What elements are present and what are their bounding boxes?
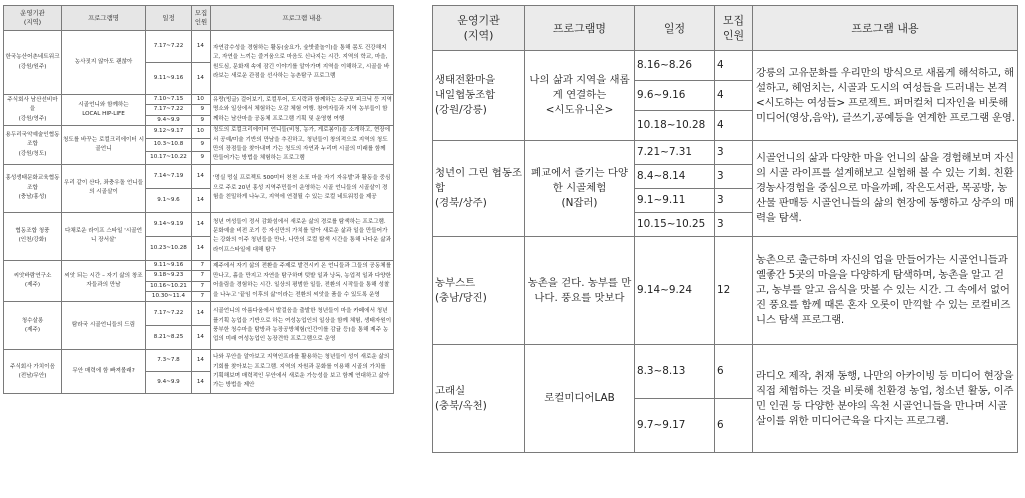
schedule-cell: 9.1~9.11	[635, 189, 715, 213]
capacity-cell: 14	[192, 372, 211, 394]
schedule-cell: 9.14~9.19	[146, 212, 192, 236]
program-name-cell: 다채로운 라이프 스타일 '시골언니 장서살'	[62, 212, 146, 260]
capacity-cell: 4	[715, 111, 753, 141]
program-name-cell: 시골언니와 함께하는 LOCAL HIP-LIFE	[62, 95, 146, 126]
capacity-cell: 7	[192, 281, 211, 291]
capacity-cell: 9	[192, 105, 211, 115]
org-cell: 청수살롱 (제주)	[4, 302, 62, 350]
schedule-cell: 9.1~9.6	[146, 188, 192, 212]
program-name-cell: 폐교에서 즐기는 다양한 시골체험 (N잡러)	[525, 141, 635, 237]
table-row	[4, 212, 394, 236]
schedule-cell: 7.21~7.31	[635, 141, 715, 165]
capacity-cell: 3	[715, 189, 753, 213]
content-cell: 농촌으로 출근하며 자신의 업을 만들어가는 시골언니들과 옐좋간 5곳의 마을을 다양하게 탐색하며, 농촌을 알고 걷고, 농부를 알고 음식을 맛볼 수 있는 시간. 그 속에서 없어진 풍요를 함께 때론 혼자 오롯이 만끽할 수 있는 로컬비즈니스 탐색 프로그램.	[753, 237, 1018, 345]
capacity-cell: 3	[715, 141, 753, 165]
program-table-right	[432, 5, 1018, 453]
header-content: 프로그램 내용	[211, 6, 394, 31]
org-cell: 청년이 그린 협동조합 (경북/상주)	[433, 141, 525, 237]
capacity-cell: 3	[715, 213, 753, 237]
capacity-cell: 14	[192, 188, 211, 212]
capacity-cell: 14	[192, 63, 211, 95]
schedule-cell: 10.16~10.21	[146, 281, 192, 291]
program-name-cell: 로컬미디어LAB	[525, 345, 635, 453]
capacity-cell: 4	[715, 51, 753, 81]
org-cell: 씨앗바람연구소 (제주)	[4, 260, 62, 302]
schedule-cell: 9.6~9.16	[635, 81, 715, 111]
capacity-cell: 7	[192, 292, 211, 302]
capacity-cell: 6	[715, 399, 753, 453]
capacity-cell: 14	[192, 212, 211, 236]
org-cell: 용두리국악예술인협동조합 (강원/청도)	[4, 126, 62, 165]
content-cell: 제주에서 자기 삶의 전환을 주제로 발견시키 온 언니들과 그들의 공동체를 만나고, 흙을 만지고 자연을 탐구하며 텃밭 일과 낭독, 농업적 일과 다양한 어울림을 경험하는 시간. 일상의 평범한 일들, 전환의 시작들을 통해 성찰을 나누고 '끝임 이후의 삶'이라는 전환의 씨앗을 품을 수 있도록 운영	[211, 260, 394, 302]
capacity-cell: 6	[715, 345, 753, 399]
table-row	[4, 260, 394, 270]
header-program: 프로그램명	[525, 6, 635, 51]
schedule-cell: 9.4~9.9	[146, 115, 192, 125]
org-cell: 고래실 (충북/옥천)	[433, 345, 525, 453]
schedule-cell: 10.23~10.28	[146, 236, 192, 260]
table-row	[4, 95, 394, 105]
capacity-cell: 9	[192, 115, 211, 125]
header-content: 프로그램 내용	[753, 6, 1018, 51]
org-cell: 홍성생태문화교육협동조합 (충남/홍성)	[4, 164, 62, 212]
schedule-cell: 10.3~10.8	[146, 139, 192, 152]
table-row	[4, 164, 394, 188]
capacity-cell: 14	[192, 31, 211, 63]
org-cell: 생태전환마을 내일협동조합 (강원/강릉)	[433, 51, 525, 141]
org-cell: 주식회사 남산선비마을 (강원/영주)	[4, 95, 62, 126]
content-cell: 시골언니의 아름다움에서 발걸음을 출발한 청년들이 마을 카페에서 청년플기획 농업을 기반으로 하는 여성농업인의 일상을 함께 체험, 생태자원이 풍부한 청수마을 탐방과 농장공방체험(인간이를 감귤 등)을 통해 제주 농업의 미래 여성농업인 농장견학 프로그램으로 운영	[211, 302, 394, 350]
org-cell: 주식회사 가치이음 (전남/무안)	[4, 350, 62, 394]
capacity-cell: 7	[192, 260, 211, 270]
header-capacity: 모집 인원	[715, 6, 753, 51]
schedule-cell: 9.11~9.16	[146, 260, 192, 270]
table-row	[4, 302, 394, 326]
content-cell: 라디오 제작, 취재 동행, 나만의 아카이빙 등 미디어 현장을 직접 체험하는 것을 비롯해 친환경 농업, 청소년 활동, 이주민 인권 등 다양한 분야의 옥천 시골언니들을 만나며 시골살이를 위한 미디어근육을 다지는 프로그램.	[753, 345, 1018, 453]
content-cell: 유랑(빙글) 걸어보기, 로컬투어, 도시락과 함께하는 소규모 피크닉 등 지역 명소와 일상에서 체험하는 오감 체험 여행. 참여자들과 지역 농부들이 함께하는 남산마을 공동체 프로그램 기획 및 운영형 여행	[211, 95, 394, 126]
schedule-cell: 10.17~10.22	[146, 151, 192, 164]
table-header-row	[433, 6, 1018, 51]
schedule-cell: 7.17~7.22	[146, 31, 192, 63]
schedule-cell: 9.12~9.17	[146, 126, 192, 139]
program-table-left	[3, 5, 394, 394]
schedule-cell: 10.30~11.4	[146, 292, 192, 302]
content-cell: 시골언니의 삶과 다양한 마을 언니의 삶을 경험해보며 자신의 시골 라이프를 설계해보고 실험해 볼 수 있는 기회. 친환경농사경험을 중심으로 마을까페, 작은도서관, 목공방, 농산물 판매등 시골언니들의 삶의 현장에 동행하고 상주의 매력을 탐색.	[753, 141, 1018, 237]
content-cell: 자연감수성을 경험하는 활동(숲요가, 숲밧줄놀이)을 통해 몸도 건강해지고, 자연을 느끼는 즐거움으로 마음도 신나지는 시간. 지역의 학교, 마을, 원도심, 문화재 속에 잠긴 이야기를 알아가며 지역을 이해하고, 시골을 바라보는 새로운 관점을 선사하는 농촌탐구 프로그램	[211, 31, 394, 95]
program-name-cell: 탐라국 시골언니들의 드림	[62, 302, 146, 350]
content-cell: 청도의 로컬크리에이터 언니들(비청, 농가, 게로봄이)을 소개하고, 현장에서 공예/미술 기반의 만남을 추진하고, 청년들이 창의적으로 지역의 청도만의 장점들을 찾아내며 가는 청도의 자연과 누리며 시골의 미래를 함께 만들어가는 방법을 체험하는 프로그램	[211, 126, 394, 165]
capacity-cell: 9	[192, 151, 211, 164]
schedule-cell: 9.4~9.9	[146, 372, 192, 394]
header-schedule: 일정	[635, 6, 715, 51]
capacity-cell: 12	[715, 237, 753, 345]
capacity-cell: 4	[715, 81, 753, 111]
schedule-cell: 7.17~7.22	[146, 302, 192, 326]
table-row	[4, 31, 394, 63]
org-cell: 농부스트 (충남/당진)	[433, 237, 525, 345]
capacity-cell: 10	[192, 126, 211, 139]
table-row	[433, 345, 1018, 399]
org-cell: 한국농산어촌네트워크 (강원/원주)	[4, 31, 62, 95]
header-org: 운영기관 (지역)	[433, 6, 525, 51]
table-row	[4, 350, 394, 372]
capacity-cell: 9	[192, 139, 211, 152]
capacity-cell: 14	[192, 236, 211, 260]
schedule-cell: 9.18~9.23	[146, 271, 192, 281]
schedule-cell: 9.7~9.17	[635, 399, 715, 453]
schedule-cell: 9.14~9.24	[635, 237, 715, 345]
schedule-cell: 7.14~7.19	[146, 164, 192, 188]
content-cell: 나와 무안을 알아보고 지역인프라를 활용하는 청년들이 성이 새로운 삶의 기회를 찾아보는 프로그램. 지역의 자원과 문화를 이용해 시골의 가치를 기획해보며 매력적인 무안에서 새로운 가능성을 보고 함께 연대하고 삶아가는 방법을 제안	[211, 350, 394, 394]
content-cell: 청년 여성들이 정서 감화섬에서 새로운 삶의 경로를 탐색하는 프로그램. 문화예술 비전 조기 등 자신만의 가치를 담아 새로운 삶과 일을 만들어가는 강화의 이주 청년들을 만나, 나만의 로컬 탐색 시간을 통해 나다운 삶과 라이프스타일에 대해 탐구	[211, 212, 394, 260]
schedule-cell: 10.18~10.28	[635, 111, 715, 141]
capacity-cell: 3	[715, 165, 753, 189]
capacity-cell: 7	[192, 271, 211, 281]
capacity-cell: 14	[192, 326, 211, 350]
schedule-cell: 8.3~8.13	[635, 345, 715, 399]
schedule-cell: 10.15~10.25	[635, 213, 715, 237]
org-cell: 협동조합 청풍 (인천/강화)	[4, 212, 62, 260]
table-row	[433, 51, 1018, 81]
schedule-cell: 9.11~9.16	[146, 63, 192, 95]
program-name-cell: 씨앗 되는 시간 – 자기 삶의 창조자들과의 만남	[62, 260, 146, 302]
schedule-cell: 7.17~7.22	[146, 105, 192, 115]
schedule-cell: 7.3~7.8	[146, 350, 192, 372]
program-name-cell: 우리 같이 산다, 좌충우돌 언니들의 시골살이	[62, 164, 146, 212]
capacity-cell: 14	[192, 350, 211, 372]
header-capacity: 모집 인원	[192, 6, 211, 31]
capacity-cell: 14	[192, 302, 211, 326]
schedule-cell: 8.21~8.25	[146, 326, 192, 350]
table-row	[433, 237, 1018, 345]
program-name-cell: 청도를 바꾸는 로컬크리에이터 시골언니	[62, 126, 146, 165]
content-cell: '멍실 멍실 프로젝트 500미터 천천 소포 마을 자기 자유발'과 활동을 중심으로 주로 20년 홍성 지역주민들이 운영하는 시골 언니들의 시골살이 경험을 친밀하게 나누고, 지역에 연결될 수 있는 로컬 네트워킹을 제공	[211, 164, 394, 212]
schedule-cell: 8.16~8.26	[635, 51, 715, 81]
capacity-cell: 14	[192, 164, 211, 188]
program-name-cell: 무안 매력에 함 빠져볼래?	[62, 350, 146, 394]
header-program: 프로그램명	[62, 6, 146, 31]
table-row	[4, 126, 394, 139]
table-row	[433, 141, 1018, 165]
content-cell: 강릉의 고유문화를 우리만의 방식으로 새롭게 해석하고, 해설하고, 헤엄치는, 시골과 도시의 여성들을 드러내는 본격 <시도하는 여성들> 프로젝트. 퍼머컬처 디자인을 비롯해 미디어(영상,음악), 글쓰기,공예등을 연계한 프로그램 운영.	[753, 51, 1018, 141]
schedule-cell: 8.4~8.14	[635, 165, 715, 189]
capacity-cell: 10	[192, 95, 211, 105]
program-name-cell: 농촌을 걷다. 농부를 만나다. 풍요를 맛보다	[525, 237, 635, 345]
schedule-cell: 7.10~7.15	[146, 95, 192, 105]
header-schedule: 일정	[146, 6, 192, 31]
header-org: 운영기관 (지역)	[4, 6, 62, 31]
program-name-cell: 농사짓지 않아도 괜찮아	[62, 31, 146, 95]
program-name-cell: 나의 삶과 지역을 새롭게 연결하는 <시도유니온>	[525, 51, 635, 141]
table-header-row	[4, 6, 394, 31]
